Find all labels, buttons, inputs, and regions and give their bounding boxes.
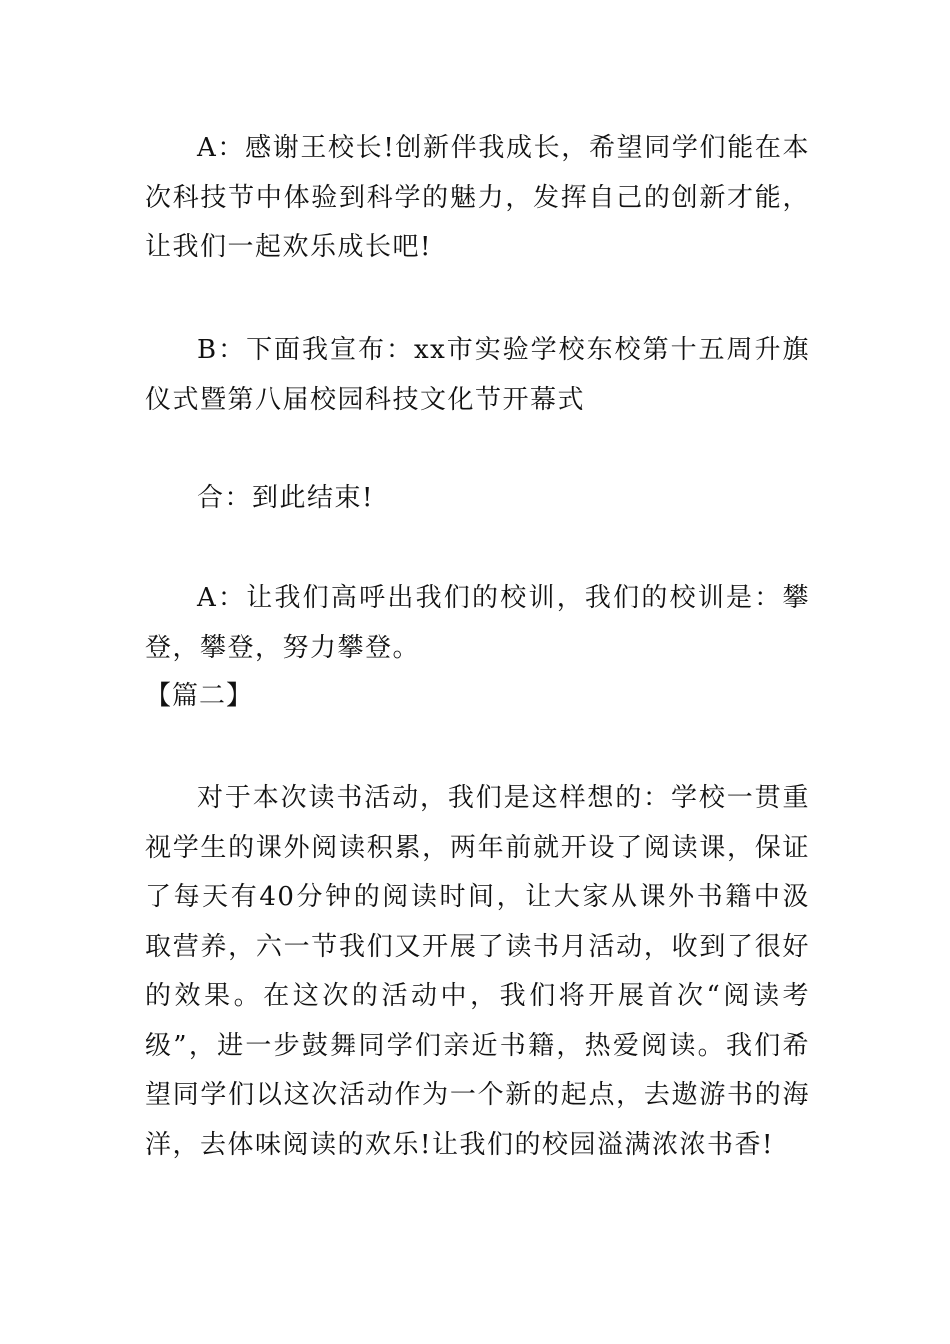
paragraph-together-end: 合：到此结束! — [197, 483, 374, 513]
paragraph-reading-activity: 对于本次读书活动，我们是这样想的：学校一贯重视学生的课外阅读积累，两年前就开设了阅读课，保证了每天有40分钟的阅读时间，让大家从课外书籍中汲取营养，六一节我们又开展了读书月活动，收到了很好的效果。在这次的活动中，我们将开展首次“阅读考级”，进一步鼓舞同学们亲近书籍，热爱阅读。我们希望同学们以这次活动作为一个新的起点，去遨游书的海洋，去体味阅读的欢乐!让我们的校园溢满浓浓书香! — [145, 783, 810, 1160]
paragraph-b-announce: B：下面我宣布：xx市实验学校东校第十五周升旗仪式暨第八届校园科技文化节开幕式 — [145, 335, 810, 415]
paragraph-a-thanks: A：感谢王校长!创新伴我成长，希望同学们能在本次科技节中体验到科学的魅力，发挥自己的创新才能，让我们一起欢乐成长吧! — [145, 133, 810, 262]
paragraph-a-motto: A：让我们高呼出我们的校训，我们的校训是：攀登，攀登，努力攀登。 — [145, 583, 810, 663]
section-heading: 【篇二】 — [145, 681, 254, 711]
